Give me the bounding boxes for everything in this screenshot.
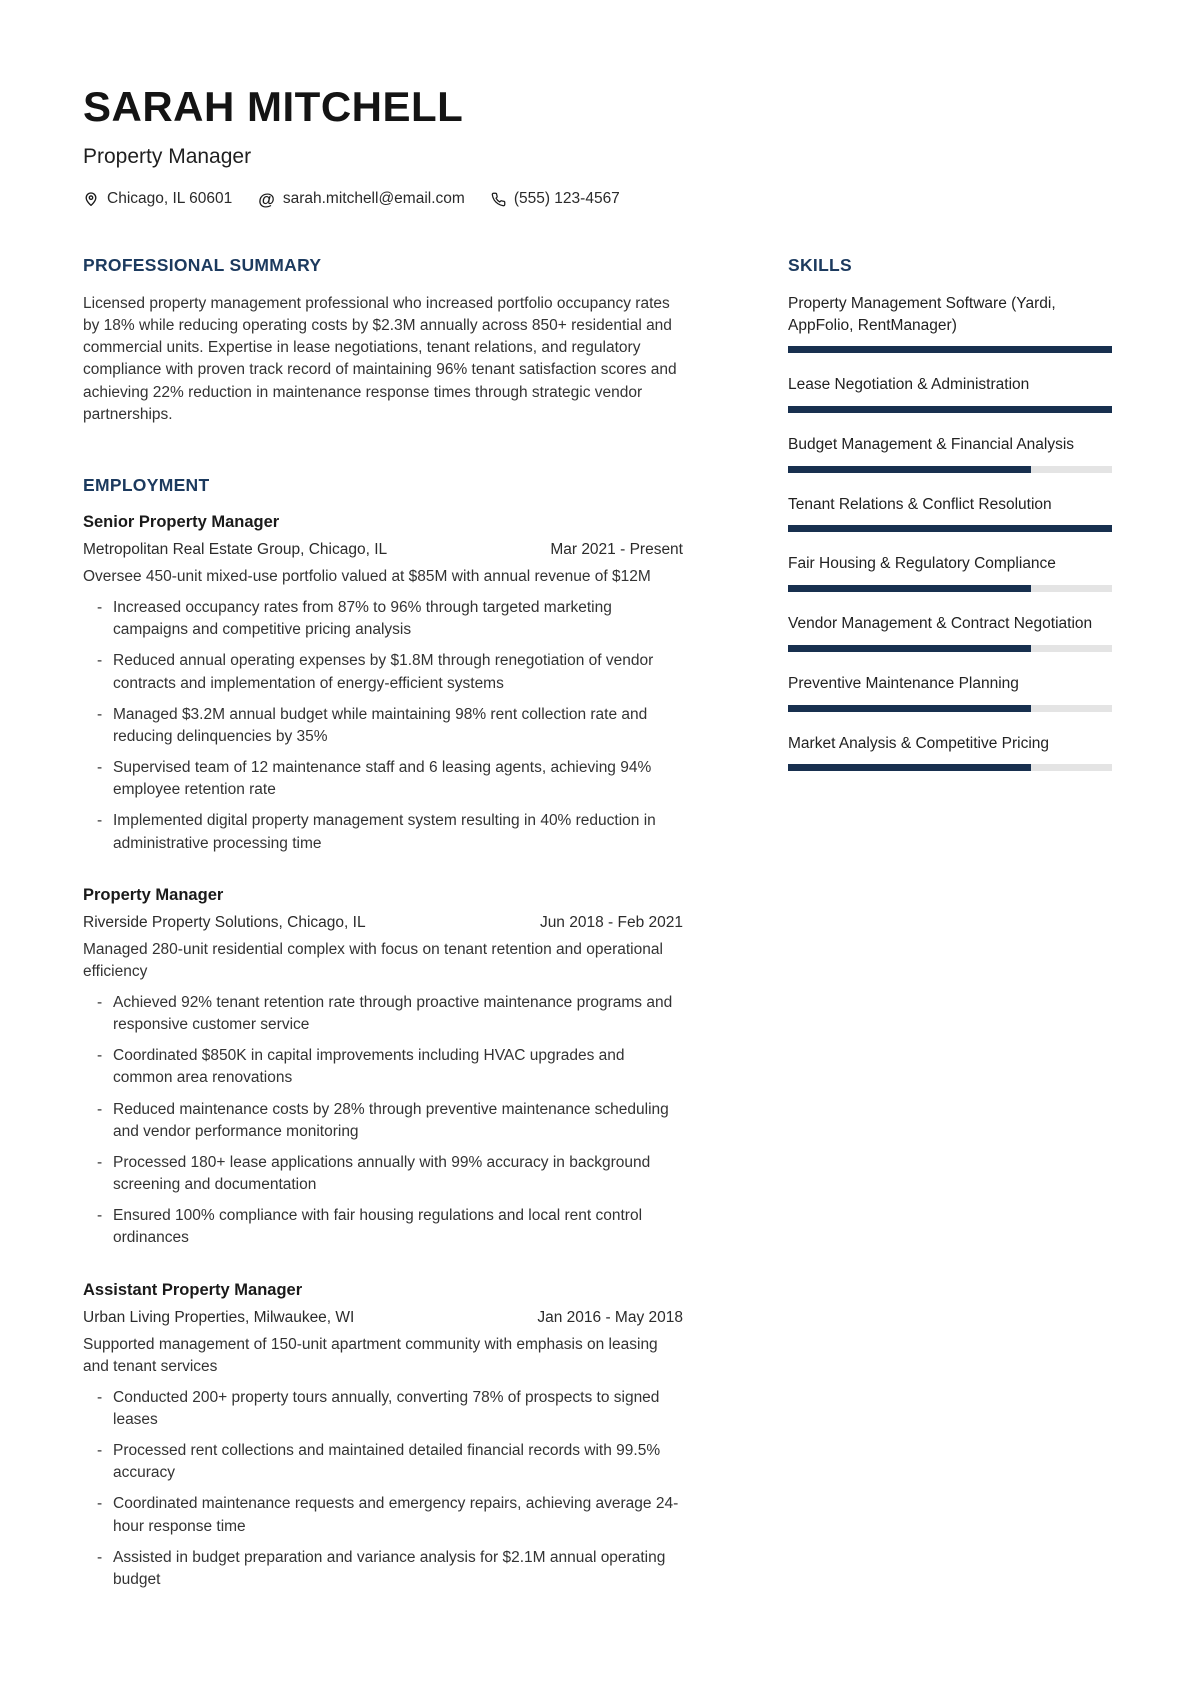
- email-at-icon: @: [258, 189, 275, 209]
- job-title: Assistant Property Manager: [83, 1280, 303, 1299]
- skill-bar-fill: [788, 764, 1031, 771]
- skill-bar-fill: [788, 406, 1112, 413]
- skill-bar-fill: [788, 525, 1112, 532]
- contact-phone: [491, 190, 620, 208]
- bullet-item: - Reduced maintenance costs by 28% through preventive maintenance scheduling and vendor performance monitoring: [113, 1099, 683, 1143]
- skill-entry: [788, 613, 1112, 652]
- phone-icon: [491, 192, 506, 207]
- skill-bar: [788, 585, 1112, 592]
- skill-label: Market Analysis & Competitive Pricing: [788, 734, 1050, 752]
- job-bullet-list: [83, 1387, 683, 1591]
- summary-text: Licensed property management professional who increased portfolio occupancy rates by 18% while reducing operating costs by $2.3M annually across 850+ residential and commercial units. Expertise in lease negotiations, tenant relations, and regulatory compliance with proven track record of maintaining 96% tenant satisfaction scores and achieving 22% reduction in maintenance response times through strategic vendor partnerships.: [83, 295, 677, 423]
- bullet-item: - Ensured 100% compliance with fair housing regulations and local rent control ordinances: [113, 1205, 683, 1249]
- bullet-item: - Processed 180+ lease applications annually with 99% accuracy in background screening and documentation: [113, 1152, 683, 1196]
- skills-column: [788, 255, 1112, 1591]
- job-dates: Jan 2016 - May 2018: [537, 1308, 683, 1326]
- skill-entry: [788, 553, 1112, 592]
- bullet-item: - Coordinated $850K in capital improvements including HVAC upgrades and common area renovations: [113, 1045, 683, 1089]
- contact-location-text: Chicago, IL 60601: [107, 190, 233, 207]
- skill-bar-fill: [788, 466, 1031, 473]
- contact-email: [258, 190, 465, 208]
- job-entry: [83, 886, 683, 1250]
- skill-bar: [788, 466, 1112, 473]
- job-description: Managed 280-unit residential complex with focus on tenant retention and operational efficiency: [83, 940, 663, 980]
- skill-label: Tenant Relations & Conflict Resolution: [788, 495, 1052, 513]
- bullet-item: - Supervised team of 12 maintenance staff and 6 leasing agents, achieving 94% employee retention rate: [113, 757, 683, 801]
- column-gap: [683, 255, 788, 1591]
- job-entry: [83, 1281, 683, 1592]
- skill-entry: [788, 374, 1112, 413]
- skill-label: Lease Negotiation & Administration: [788, 376, 1030, 394]
- skill-entry: [788, 733, 1112, 772]
- bullet-item: - Increased occupancy rates from 87% to 96% through targeted marketing campaigns and competitive pricing analysis: [113, 597, 683, 641]
- job-dates: Mar 2021 - Present: [550, 540, 683, 558]
- bullet-item: - Implemented digital property management system resulting in 40% reduction in administrative processing time: [113, 810, 683, 854]
- employment-section: [83, 475, 683, 1591]
- skill-label: Budget Management & Financial Analysis: [788, 436, 1075, 454]
- skill-entry: [788, 293, 1112, 353]
- resume-body: [83, 255, 1112, 1591]
- skill-bar: [788, 525, 1112, 532]
- job-meta: [83, 914, 683, 932]
- skill-label: Vendor Management & Contract Negotiation: [788, 615, 1093, 633]
- job-title: Senior Property Manager: [83, 512, 280, 531]
- bullet-item: - Managed $3.2M annual budget while maintaining 98% rent collection rate and reducing delinquencies by 35%: [113, 704, 683, 748]
- job-company: Urban Living Properties, Milwaukee, WI: [83, 1308, 355, 1326]
- summary-section: [83, 255, 683, 426]
- skill-bar-fill: [788, 585, 1031, 592]
- bullet-item: - Reduced annual operating expenses by $1.8M through renegotiation of vendor contracts and implementation of energy-efficient systems: [113, 650, 683, 694]
- bullet-item: - Achieved 92% tenant retention rate through proactive maintenance programs and responsive customer service: [113, 992, 683, 1036]
- job-description: Oversee 450-unit mixed-use portfolio valued at $85M with annual revenue of $12M: [83, 567, 651, 585]
- skill-bar: [788, 406, 1112, 413]
- main-column: [83, 255, 683, 1591]
- job-bullet-list: [83, 992, 683, 1250]
- person-name: SARAH MITCHELL: [83, 83, 464, 130]
- job-title: Property Manager: [83, 885, 224, 904]
- job-bullet-list: [83, 597, 683, 855]
- skill-bar: [788, 705, 1112, 712]
- skill-entry: [788, 494, 1112, 533]
- skill-label: Fair Housing & Regulatory Compliance: [788, 555, 1056, 573]
- job-company: Riverside Property Solutions, Chicago, IL: [83, 913, 366, 931]
- skill-bar: [788, 346, 1112, 353]
- skill-entry: [788, 434, 1112, 473]
- job-dates: Jun 2018 - Feb 2021: [539, 913, 683, 931]
- skill-bar: [788, 764, 1112, 771]
- contact-row: [83, 190, 1112, 208]
- skill-bar-fill: [788, 645, 1031, 652]
- contact-email-text: sarah.mitchell@email.com: [282, 190, 465, 207]
- skill-bar-fill: [788, 705, 1031, 712]
- skill-bar-fill: [788, 346, 1112, 353]
- job-meta: [83, 541, 683, 559]
- job-description: Supported management of 150-unit apartment community with emphasis on leasing and tenant services: [83, 1335, 658, 1375]
- employment-heading: EMPLOYMENT: [83, 474, 210, 495]
- job-meta: [83, 1309, 683, 1327]
- skill-bar: [788, 645, 1112, 652]
- location-pin-icon: [83, 191, 99, 207]
- resume-header: [83, 83, 1112, 209]
- bullet-item: - Coordinated maintenance requests and emergency repairs, achieving average 24-hour response time: [113, 1493, 683, 1537]
- job-company: Metropolitan Real Estate Group, Chicago, IL: [83, 540, 388, 558]
- job-entry: [83, 513, 683, 855]
- contact-phone-text: (555) 123-4567: [513, 190, 620, 207]
- skill-entry: [788, 673, 1112, 712]
- skill-label: Property Management Software (Yardi, AppFolio, RentManager): [788, 295, 1056, 334]
- skill-label: Preventive Maintenance Planning: [788, 674, 1019, 692]
- bullet-item: - Conducted 200+ property tours annually, converting 78% of prospects to signed leases: [113, 1387, 683, 1431]
- bullet-item: - Assisted in budget preparation and variance analysis for $2.1M annual operating budget: [113, 1547, 683, 1591]
- person-job-title: Property Manager: [83, 145, 252, 168]
- summary-heading: PROFESSIONAL SUMMARY: [83, 255, 322, 275]
- bullet-item: - Processed rent collections and maintained detailed financial records with 99.5% accuracy: [113, 1440, 683, 1484]
- contact-location: [83, 190, 232, 208]
- skills-heading: SKILLS: [788, 255, 853, 275]
